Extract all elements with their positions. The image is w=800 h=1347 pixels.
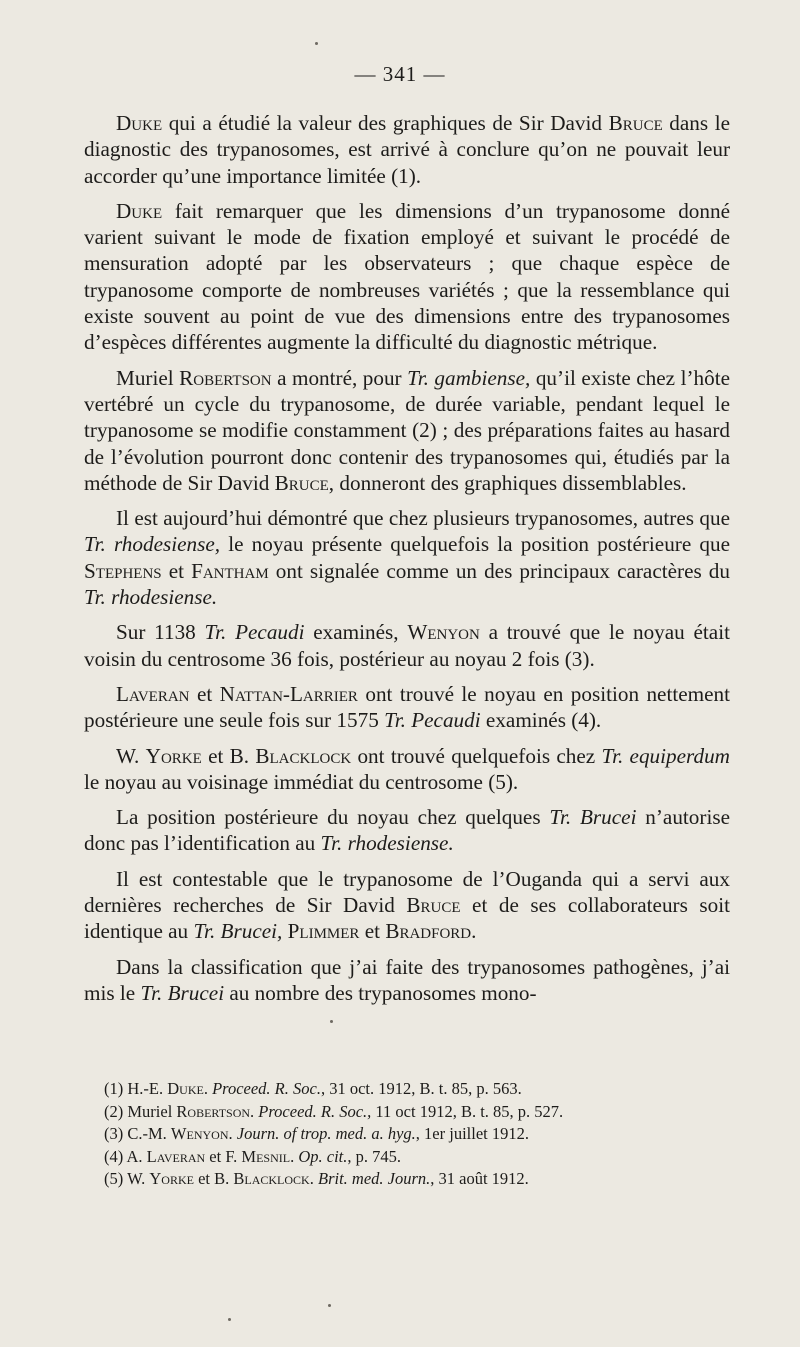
text-run: , 31 août 1912. (430, 1169, 529, 1188)
footnotes (104, 1078, 724, 1191)
text-run: Muriel (116, 365, 180, 390)
author-name: Duke (116, 198, 163, 223)
author-name: Yorke (149, 1169, 194, 1188)
author-name: Nattan-Larrier (219, 681, 358, 706)
author-name: Blacklock (233, 1169, 310, 1188)
text-run: au nombre des trypanosomes mono- (224, 980, 537, 1005)
text-run: Il est contestable que le trypanosome de l’Ouganda qui a servi aux dernières recherches de Sir David (84, 866, 730, 918)
text-run: ont signalée comme un des principaux caractères du (268, 558, 730, 583)
author-name: Bruce (274, 470, 329, 495)
italic-term: Tr. rhodesiense. (320, 831, 454, 856)
text-run: a montré, pour (271, 365, 408, 390)
italic-term: Journ. of trop. med. a. hyg. (236, 1124, 416, 1143)
text-run: W. (116, 743, 146, 768)
paragraph (84, 505, 730, 610)
author-name: Wenyon (170, 1124, 229, 1143)
paragraph (84, 681, 730, 734)
paper-speck (228, 1318, 231, 1321)
text-run: Dans la classification que j’ai faite des trypanosomes pathogènes, j’ai mis le (84, 954, 730, 1005)
text-run: ont trouvé le noyau en position nettement postérieure une seule fois sur 1575 (84, 681, 731, 733)
italic-term: Proceed. R. Soc., (258, 1101, 372, 1121)
text-run: (1) H.-E. (104, 1079, 168, 1098)
author-name: Wenyon (407, 620, 480, 645)
author-name: Plimmer (287, 919, 360, 944)
italic-term: Tr. Brucei (549, 805, 637, 830)
italic-term: Tr. Pecaudi (204, 620, 305, 645)
author-name: Laveran (116, 681, 190, 706)
italic-term: Tr. rhodesiense. (84, 585, 218, 610)
text-run: n’autorise donc pas l’identification au (84, 805, 730, 856)
paper-speck (330, 1020, 333, 1023)
text-run: La position postérieure du noyau chez quelques (116, 805, 550, 830)
author-name: Duke (167, 1079, 204, 1098)
author-name: Robertson (176, 1101, 251, 1121)
text-run: ont trouvé quelquefois chez (351, 743, 602, 768)
text-run: Sur 1138 (116, 620, 205, 645)
footnote (104, 1168, 724, 1191)
footnote (104, 1146, 724, 1169)
paragraph (84, 110, 730, 189)
text-run: Il est aujourd’hui démontré que chez plusieurs trypanosomes, autres que (116, 506, 730, 531)
text-run: qu’il existe chez l’hôte vertébré un cycle du trypanosome, de durée variable, pendant lequel le trypanosome se modifie constamment (2) ; des préparations faites au hasard de l’évolution pourront donc contenir des trypanosomes qui, étudiés par la méthode de Sir David (84, 365, 730, 495)
text-run: examinés, (304, 620, 408, 645)
paragraph (84, 954, 730, 1007)
text-run: et B. (201, 743, 256, 768)
author-name: Bradford (385, 919, 472, 944)
paragraph (84, 866, 730, 945)
text-run: et (359, 919, 386, 944)
text-run: , p. 745. (347, 1146, 402, 1166)
text-run: . (471, 919, 477, 944)
author-name: Mesnil (241, 1146, 291, 1166)
italic-term: Tr. Pecaudi (384, 708, 481, 733)
text-run: . (250, 1101, 259, 1121)
italic-term: Op. cit. (298, 1146, 348, 1166)
author-name: Laveran (146, 1146, 206, 1166)
author-name: Bruce (608, 111, 663, 135)
text-run: (3) C.-M. (104, 1124, 171, 1143)
author-name: Bruce (406, 893, 461, 918)
italic-term: Tr. equiperdum (601, 743, 730, 768)
italic-term: Tr. gambiense, (407, 365, 531, 390)
text-run: et (189, 681, 220, 706)
text-run: et (161, 558, 192, 583)
italic-term: Tr. Brucei, (193, 919, 283, 944)
paragraph (84, 365, 730, 496)
text-run: examinés (4). (480, 708, 602, 733)
author-name: Fantham (191, 558, 269, 583)
footnote (104, 1101, 724, 1124)
text-run: . (203, 1079, 213, 1098)
text-run: a trouvé que le noyau était voisin du centrosome 36 fois, postérieur au noyau 2 fois (3). (84, 620, 730, 671)
italic-term: Proceed. R. Soc. (212, 1079, 321, 1098)
text-run: , 31 oct. 1912, B. t. 85, p. 563. (320, 1079, 522, 1098)
footnote (104, 1123, 724, 1146)
text-run: le noyau présente quelquefois la position postérieure que (220, 532, 730, 557)
text-run: , 1er juillet 1912. (415, 1124, 529, 1143)
text-run: 11 oct 1912, B. t. 85, p. 527. (371, 1101, 564, 1121)
body-text (84, 110, 730, 1015)
text-run: , donneront des graphiques dissemblables. (328, 470, 687, 495)
paragraph (84, 198, 730, 356)
text-run: . (309, 1169, 318, 1188)
paragraph (84, 619, 730, 672)
italic-term: Brit. med. Journ. (317, 1169, 431, 1188)
text-run: et B. (193, 1169, 234, 1188)
author-name: Blacklock (255, 743, 352, 768)
paragraph (84, 743, 730, 796)
text-run: et de ses collaborateurs soit identique au (84, 893, 730, 944)
text-run: et F. (205, 1146, 242, 1166)
author-name: Stephens (84, 558, 162, 583)
text-run: (4) A. (104, 1146, 147, 1166)
italic-term: Tr. Brucei (140, 980, 225, 1005)
page-number: — 341 — (354, 62, 446, 86)
author-name: Robertson (179, 365, 272, 390)
italic-term: Tr. rhodesiense, (84, 532, 221, 557)
author-name: Yorke (145, 743, 202, 768)
text-run: (5) W. (104, 1169, 150, 1188)
text-run: . (290, 1146, 299, 1166)
text-run: fait remarquer que les dimensions d’un trypanosome donné varient suivant le mode de fixation employé et suivant le procédé de mensuration adopté par les observateurs ; que chaque espèce de trypanosome comporte de nombreuses variétés ; que la ressemblance qui existe souvent au point de vue des dimensions entre des trypanosomes d’espèces différentes augmente la difficulté du diagnostic métrique. (84, 198, 730, 355)
paper-speck (328, 1304, 331, 1307)
text-run: le noyau au voisinage immédiat du centrosome (5). (84, 769, 519, 794)
paper-speck (315, 42, 318, 45)
text-run: dans le diagnostic des trypanosomes, est arrivé à conclure qu’on ne pouvait leur accorder qu’une importance limitée (1). (84, 111, 730, 188)
text-run: qui a étudié la valeur des graphiques de Sir David (162, 111, 609, 135)
footnote (104, 1078, 724, 1101)
text-run: . (228, 1124, 237, 1143)
text-run: (2) Muriel (104, 1101, 177, 1121)
author-name: Duke (116, 111, 163, 135)
paragraph (84, 804, 730, 857)
